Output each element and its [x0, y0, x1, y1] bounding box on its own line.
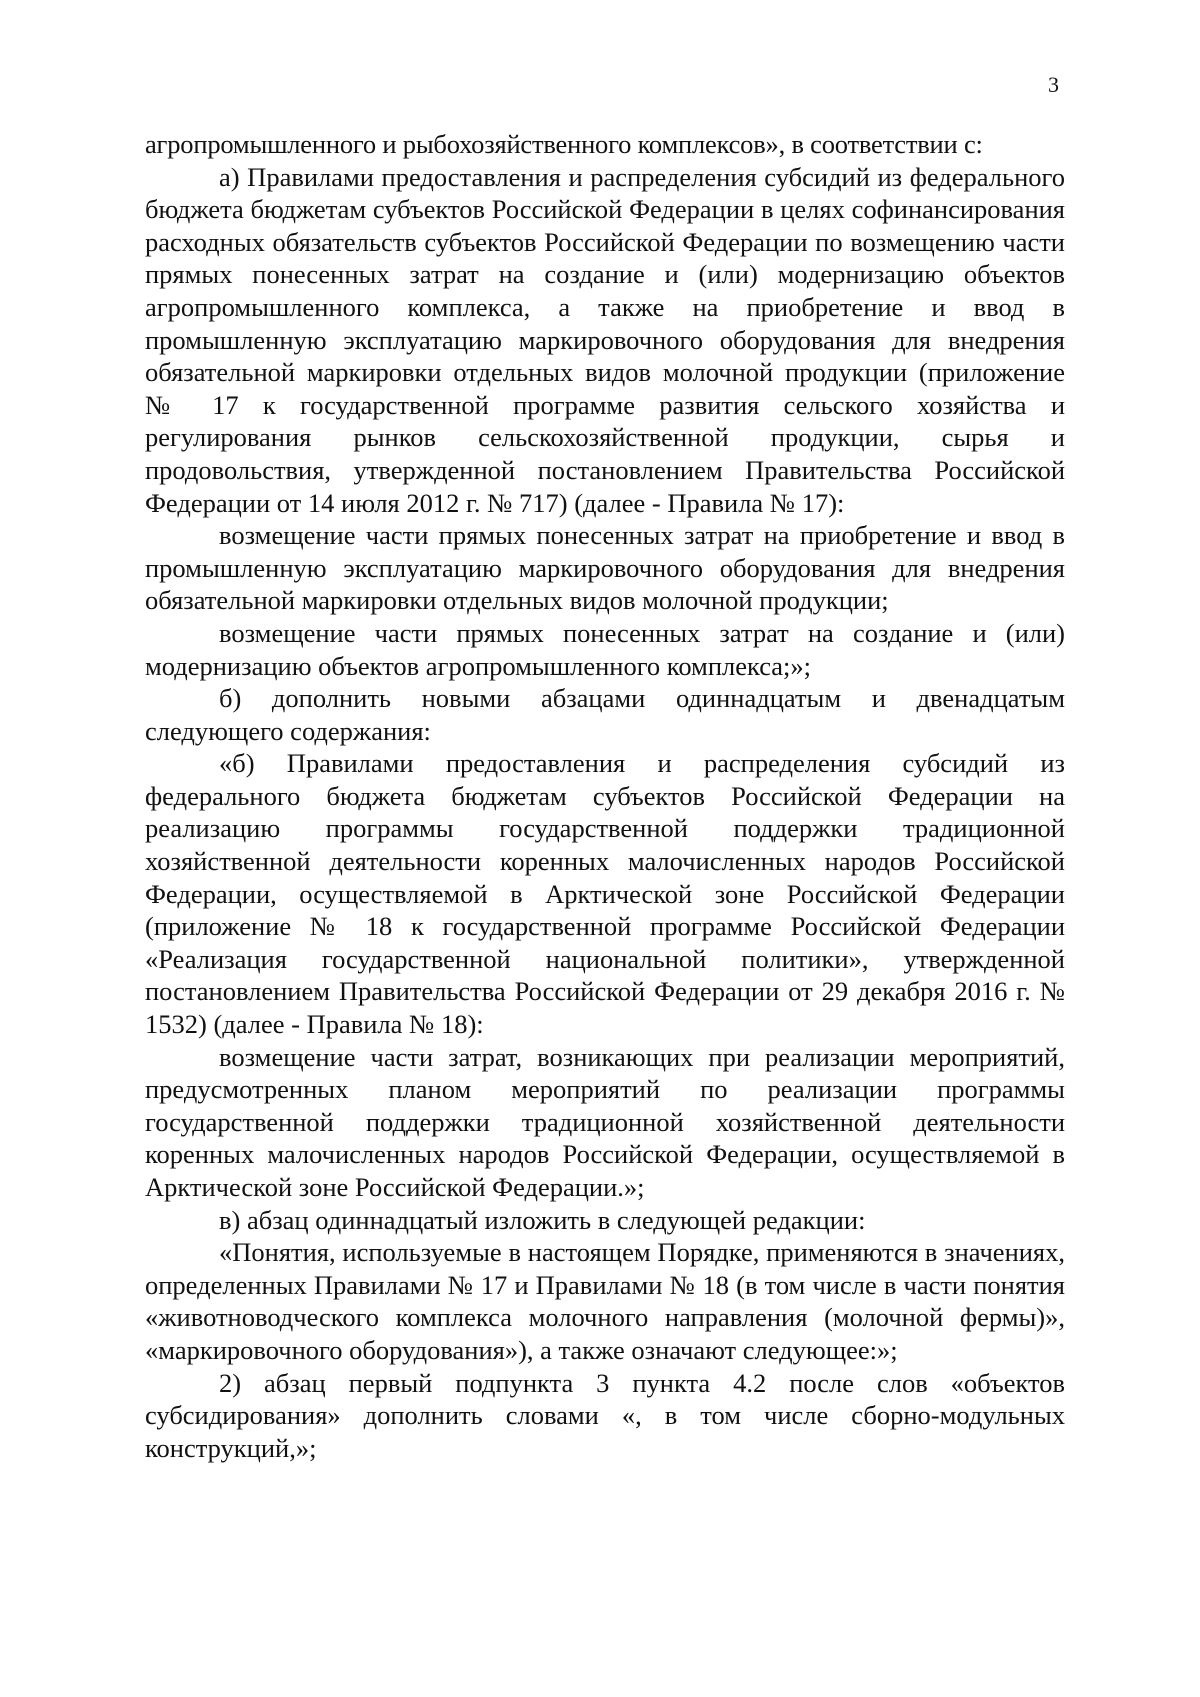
paragraph-rules-17: а) Правилами предоставления и распределения субсидий из федерального бюджета бюджетам субъектов Российской Федерации в целях софинансирования расходных обязательств субъектов Российской Федерации по возмещению части прямых понесенных затрат на создание и (или) модернизацию объектов агропромышленного комплекса, а также на приобретение и ввод в промышленную эксплуатацию маркировочного оборудования для внедрения обязательной маркировки отдельных видов молочной продукции (приложение № 17 к государственной программе развития сельского хозяйства и регулирования рынков сельскохозяйственной продукции, сырья и продовольствия, утвержденной постановлением Правительства Российской Федерации от 14 июля 2012 г. № 717) (далее - Правила № 17):: [145, 161, 1065, 518]
paragraph-modernization: возмещение части прямых понесенных затрат на создание и (или) модернизацию объектов агропромышленного комплекса;»;: [145, 617, 1065, 681]
paragraph-amendment-b: б) дополнить новыми абзацами одиннадцатым и двенадцатым следующего содержания:: [145, 683, 1065, 746]
paragraph-definitions: «Понятия, используемые в настоящем Порядке, применяются в значениях, определенных Правилами № 17 и Правилами № 18 (в том числе в части понятия «животноводческого комплекса молочного направления (молочной фермы)», «маркировочного оборудования»), а также означают следующее:»;: [145, 1237, 1065, 1365]
paragraph-amendment-c: в) абзац одиннадцатый изложить в следующей редакции:: [219, 1204, 866, 1235]
document-body: [145, 128, 1065, 1464]
paragraph-arctic-support: возмещение части затрат, возникающих при реализации мероприятий, предусмотренных планом мероприятий по реализации программы государственной поддержки традиционной хозяйственной деятельности коренных малочисленных народов Российской Федерации, осуществляемой в Арктической зоне Российской Федерации.»;: [145, 1041, 1065, 1202]
paragraph-intro: агропромышленного и рыбохозяйственного комплексов», в соответствии с:: [145, 129, 983, 159]
paragraph-rules-18: «б) Правилами предоставления и распределения субсидий из федерального бюджета бюджетам субъектов Российской Федерации на реализацию программы государственной поддержки традиционной хозяйственной деятельности коренных малочисленных народов Российской Федерации, осуществляемой в Арктической зоне Российской Федерации (приложение № 18 к государственной программе Российской Федерации «Реализация государственной национальной политики», утвержденной постановлением Правительства Российской Федерации от 29 декабря 2016 г. № 1532) (далее - Правила № 18):: [145, 748, 1065, 1040]
paragraph-marking-equipment: возмещение части прямых понесенных затрат на приобретение и ввод в промышленную эксплуатацию маркировочного оборудования для внедрения обязательной маркировки отдельных видов молочной продукции;: [145, 520, 1065, 616]
paragraph-amendment-2: 2) абзац первый подпункта 3 пункта 4.2 после слов «объектов субсидирования» дополнить словами «, в том числе сборно-модульных конструкций,»;: [145, 1367, 1065, 1463]
page-number: 3: [1048, 72, 1059, 97]
